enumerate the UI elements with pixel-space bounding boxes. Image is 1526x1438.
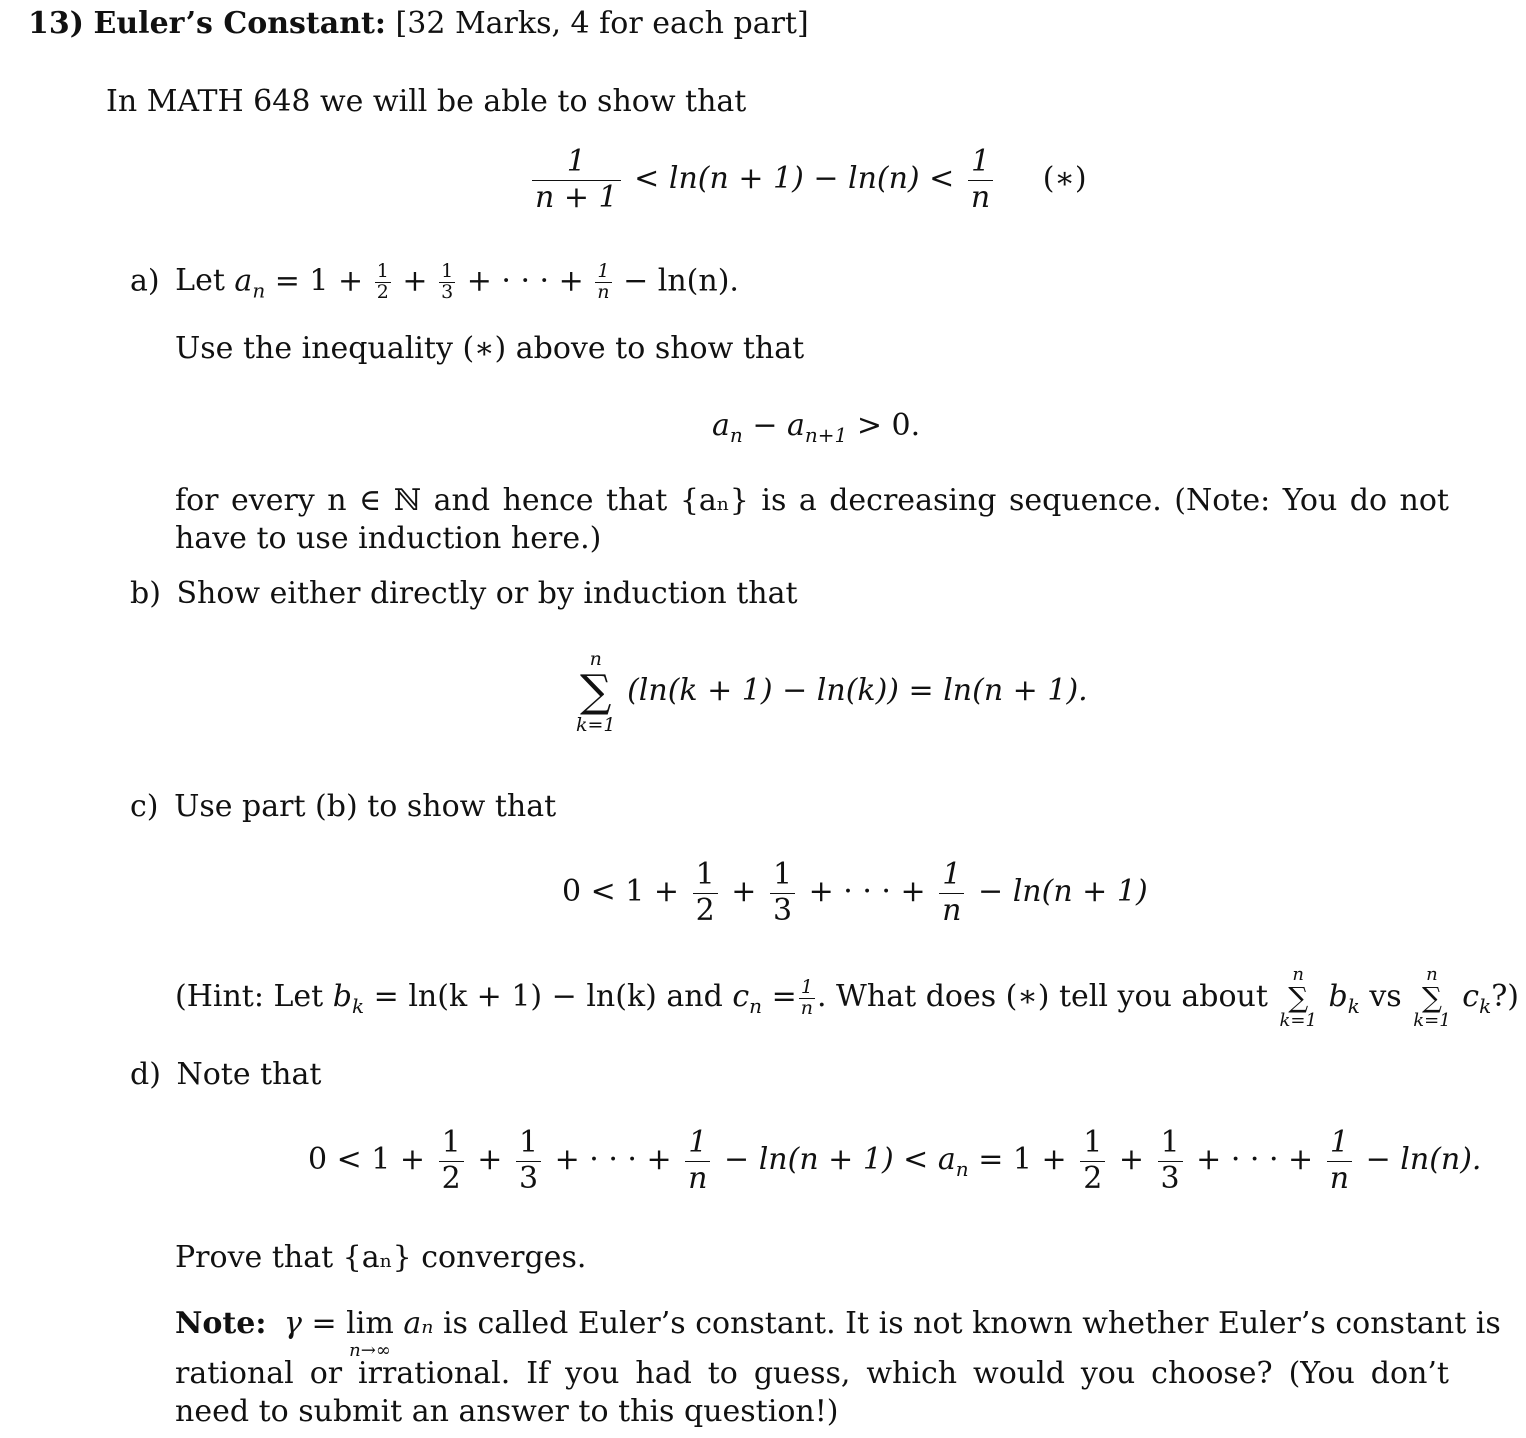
sum-lower: k=1: [576, 714, 616, 736]
fraction: [375, 262, 391, 303]
part-instruction: Note that: [176, 1057, 322, 1092]
numerator: 1: [1327, 1126, 1352, 1162]
denominator: 3: [518, 1160, 539, 1196]
sum-upper: n: [1426, 964, 1438, 985]
fraction: [1080, 1126, 1105, 1196]
numerator: 1: [693, 858, 718, 894]
problem-header: [28, 6, 809, 42]
math-text: − ln(n + 1): [978, 874, 1148, 909]
sum-upper: n: [1292, 964, 1304, 985]
denominator: n: [970, 179, 991, 215]
summation: [1413, 966, 1450, 1030]
numerator: 1: [532, 145, 621, 181]
denominator: n: [942, 892, 962, 928]
math-text: −: [752, 408, 778, 443]
fraction: [439, 262, 455, 303]
part-instruction: Show either directly or by induction that: [176, 576, 798, 611]
inequality-middle: < ln(n + 1) − ln(n) <: [634, 161, 955, 196]
subscript: n: [729, 423, 743, 447]
hint-text: (Hint: Let: [175, 979, 324, 1014]
math-symbol: aₙ: [403, 1306, 434, 1341]
hint-text: . What does (∗) tell you about: [816, 979, 1268, 1014]
denominator: 3: [441, 280, 454, 303]
denominator: n: [688, 1160, 708, 1196]
part-a-conclusion: for every n ∈ ℕ and hence that {aₙ} is a decreasing sequence. (Note: You do not have to use induction here.): [175, 483, 1449, 556]
lim-text: lim: [346, 1306, 394, 1341]
sum-lower: k=1: [1279, 1010, 1317, 1031]
part-a-display: [712, 408, 920, 453]
math-symbol: c: [732, 979, 750, 1014]
note-label: Note:: [175, 1306, 267, 1341]
denominator: 3: [772, 892, 793, 928]
math-text: + · · · +: [808, 874, 926, 909]
math-text: +: [402, 263, 428, 299]
subscript: n: [252, 278, 266, 303]
sum-upper: n: [589, 648, 602, 670]
numerator: 1: [1158, 1126, 1183, 1162]
math-text: + · · · +: [1196, 1142, 1314, 1177]
subscript: n+1: [804, 423, 848, 447]
problem-marks: [32 Marks, 4 for each part]: [395, 6, 809, 41]
math-text: + · · · +: [554, 1142, 672, 1177]
part-b-heading: [130, 576, 798, 612]
part-label: a): [130, 263, 160, 299]
part-c-display: [562, 858, 1148, 928]
inequality-star: [528, 145, 1087, 215]
hint-text: vs: [1369, 979, 1402, 1014]
limit-operator: [346, 1306, 394, 1360]
problem-title: Euler’s Constant:: [93, 6, 386, 41]
math-symbol: b: [1328, 979, 1348, 1014]
math-text: − ln(n).: [623, 263, 739, 299]
math-text: +: [477, 1142, 503, 1177]
math-text: − ln(n).: [1365, 1142, 1482, 1177]
numerator: 1: [441, 260, 454, 282]
math-text: − ln(n + 1) <: [724, 1142, 929, 1177]
numerator: 1: [968, 145, 993, 181]
summation: [576, 648, 616, 736]
fraction: [595, 262, 611, 303]
numerator: 1: [595, 262, 611, 283]
fraction: [439, 1126, 464, 1196]
problem-number: 13): [28, 6, 84, 41]
subscript: k: [1479, 994, 1492, 1018]
equation-tag: (∗): [1042, 161, 1087, 196]
sum-lower: k=1: [1413, 1010, 1451, 1031]
sequence-symbol: a: [234, 263, 253, 299]
denominator: n: [800, 996, 813, 1019]
math-text: = 1 +: [978, 1142, 1067, 1177]
numerator: 1: [439, 1126, 464, 1162]
denominator: n: [597, 280, 610, 303]
part-d-display: [308, 1126, 1481, 1196]
numerator: 1: [799, 978, 815, 999]
math-text: 0 < 1 +: [308, 1142, 426, 1177]
fraction: [1158, 1126, 1183, 1196]
part-label: b): [130, 576, 161, 611]
denominator: n + 1: [535, 179, 618, 215]
fraction: [685, 1126, 710, 1196]
part-b-sum: [574, 648, 1088, 736]
math-symbol: c: [1462, 979, 1480, 1014]
hint-text: = ln(k + 1) − ln(k) and: [373, 979, 723, 1014]
part-instruction: Use part (b) to show that: [174, 789, 557, 824]
gamma-symbol: γ =: [284, 1306, 337, 1341]
part-label: c): [130, 789, 159, 824]
fraction: [968, 145, 993, 215]
numerator: 1: [516, 1126, 541, 1162]
math-symbol: a: [787, 408, 805, 443]
math-text: + · · · +: [466, 263, 584, 299]
denominator: 2: [376, 280, 389, 303]
math-text: +: [1118, 1142, 1144, 1177]
numerator: 1: [685, 1126, 710, 1162]
numerator: 1: [376, 260, 389, 282]
fraction: [1327, 1126, 1352, 1196]
fraction: [532, 145, 621, 215]
math-text: > 0.: [856, 408, 921, 443]
math-symbol: b: [332, 979, 352, 1014]
denominator: 2: [695, 892, 715, 928]
math-symbol: a: [937, 1142, 956, 1177]
subscript: k: [351, 994, 365, 1018]
part-d-note-line1: [175, 1306, 1501, 1360]
hint-text: ?): [1491, 979, 1519, 1014]
numerator: 1: [939, 858, 964, 894]
sum-expression: (ln(k + 1) − ln(k)) = ln(n + 1).: [627, 673, 1088, 708]
denominator: 3: [1160, 1160, 1180, 1196]
numerator: 1: [770, 858, 795, 894]
note-text: is called Euler’s constant. It is not known whether Euler’s constant is: [442, 1306, 1501, 1341]
part-a-instruction: Use the inequality (∗) above to show that: [175, 331, 805, 366]
part-c-hint: [175, 966, 1519, 1030]
part-d-heading: [130, 1057, 321, 1093]
sigma-icon: ∑: [1421, 981, 1442, 1014]
summation: [1279, 966, 1316, 1030]
subscript: n: [955, 1157, 969, 1181]
part-d-prove: Prove that {aₙ} converges.: [175, 1240, 587, 1275]
math-symbol: a: [712, 408, 730, 443]
fraction: [799, 975, 815, 1019]
math-text: 0 < 1 +: [562, 874, 680, 909]
denominator: 2: [441, 1160, 461, 1196]
part-a-definition: [130, 262, 739, 308]
part-c-heading: [130, 789, 556, 825]
part-label: d): [130, 1057, 161, 1092]
part-d-note-line2: rational or irrational. If you had to guess, which would you choose? (You don’t need to submit an answer to this question!): [175, 1356, 1449, 1429]
math-text: +: [731, 874, 757, 909]
math-text: =: [771, 979, 797, 1014]
math-text: = 1 +: [274, 263, 364, 299]
intro-text: In MATH 648 we will be able to show that: [106, 84, 747, 119]
fraction: [693, 858, 718, 928]
fraction: [770, 858, 795, 928]
let-text: Let: [175, 263, 225, 299]
sigma-icon: ∑: [580, 666, 612, 717]
denominator: n: [1329, 1160, 1350, 1196]
fraction: [939, 858, 964, 928]
numerator: 1: [1080, 1126, 1105, 1162]
sigma-icon: ∑: [1288, 981, 1309, 1014]
fraction: [516, 1126, 541, 1196]
lim-under: n→∞: [349, 1340, 391, 1361]
subscript: k: [1347, 994, 1360, 1018]
denominator: 2: [1083, 1160, 1103, 1196]
subscript: n: [749, 994, 763, 1018]
